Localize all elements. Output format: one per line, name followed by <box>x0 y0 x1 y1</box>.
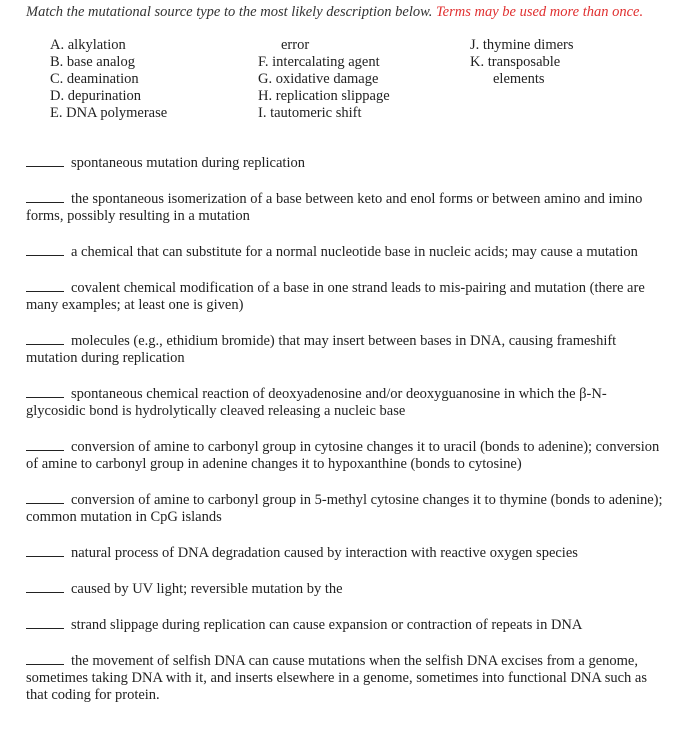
answer-blank[interactable] <box>26 243 64 256</box>
option-k-continuation: elements <box>493 71 545 87</box>
question-item <box>26 544 666 562</box>
option-c: C. deamination <box>50 71 139 87</box>
answer-blank[interactable] <box>26 190 64 203</box>
question-text: the movement of selfish DNA can cause mutations when the selfish DNA excises from a genome, sometimes taking DNA with it, and inserts elsewhere in a genome, sometimes into functional DNA such as that coding for protein. <box>26 653 647 703</box>
question-text: a chemical that can substitute for a normal nucleotide base in nucleic acids; may cause a mutation <box>71 244 638 260</box>
option-b: B. base analog <box>50 54 135 70</box>
question-text: spontaneous chemical reaction of deoxyadenosine and/or deoxyguanosine in which the β-N-glycosidic bond is hydrolytically cleaved releasing a nucleic base <box>26 386 607 419</box>
answer-blank[interactable] <box>26 385 64 398</box>
answer-blank[interactable] <box>26 154 64 167</box>
question-item <box>26 154 666 172</box>
options-column-3 <box>470 37 670 88</box>
options-column-2 <box>258 37 458 122</box>
question-item <box>26 652 666 704</box>
question-item <box>26 332 666 367</box>
option-a: A. alkylation <box>50 37 126 53</box>
answer-blank[interactable] <box>26 580 64 593</box>
instructions-main: Match the mutational source type to the most likely description below. <box>26 4 433 20</box>
option-k: K. transposable <box>470 54 561 70</box>
question-item <box>26 616 666 634</box>
answer-blank[interactable] <box>26 279 64 292</box>
answer-blank[interactable] <box>26 652 64 665</box>
answer-blank[interactable] <box>26 616 64 629</box>
question-text: spontaneous mutation during replication <box>71 155 305 171</box>
option-j: J. thymine dimers <box>470 37 574 53</box>
answer-blank[interactable] <box>26 332 64 345</box>
question-item <box>26 491 666 526</box>
worksheet <box>26 4 666 722</box>
question-item <box>26 190 666 225</box>
question-item <box>26 385 666 420</box>
answer-blank[interactable] <box>26 544 64 557</box>
option-e-continuation: error <box>281 37 310 53</box>
option-f: F. intercalating agent <box>258 54 380 70</box>
question-item <box>26 580 666 598</box>
question-item <box>26 438 666 473</box>
question-text: strand slippage during replication can cause expansion or contraction of repeats in DNA <box>71 617 583 633</box>
option-e: E. DNA polymerase <box>50 105 168 121</box>
question-item <box>26 279 666 314</box>
question-text: conversion of amine to carbonyl group in cytosine changes it to uracil (bonds to adenine); conversion of amine to carbonyl group in adenine changes it to hypoxanthine (bonds to cytosine) <box>26 439 660 472</box>
answer-blank[interactable] <box>26 491 64 504</box>
question-text: molecules (e.g., ethidium bromide) that may insert between bases in DNA, causing frameshift mutation during replication <box>26 333 617 366</box>
option-i: I. tautomeric shift <box>258 105 362 121</box>
question-text: covalent chemical modification of a base in one strand leads to mis-pairing and mutation (there are many examples; at least one is given) <box>26 280 645 313</box>
option-d: D. depurination <box>50 88 142 104</box>
options-column-1 <box>50 37 250 122</box>
question-item <box>26 243 666 261</box>
question-text: caused by UV light; reversible mutation by the <box>71 581 343 597</box>
question-text: the spontaneous isomerization of a base between keto and enol forms or between amino and imino forms, possibly resulting in a mutation <box>26 191 643 224</box>
question-list <box>26 154 666 704</box>
answer-options <box>26 37 666 127</box>
question-text: natural process of DNA degradation caused by interaction with reactive oxygen species <box>71 545 578 561</box>
option-h: H. replication slippage <box>258 88 390 104</box>
answer-blank[interactable] <box>26 438 64 451</box>
option-g: G. oxidative damage <box>258 71 379 87</box>
instructions <box>26 4 666 21</box>
question-text: conversion of amine to carbonyl group in 5-methyl cytosine changes it to thymine (bonds to adenine); common mutation in CpG islands <box>26 492 663 525</box>
instructions-note: Terms may be used more than once. <box>435 4 644 20</box>
